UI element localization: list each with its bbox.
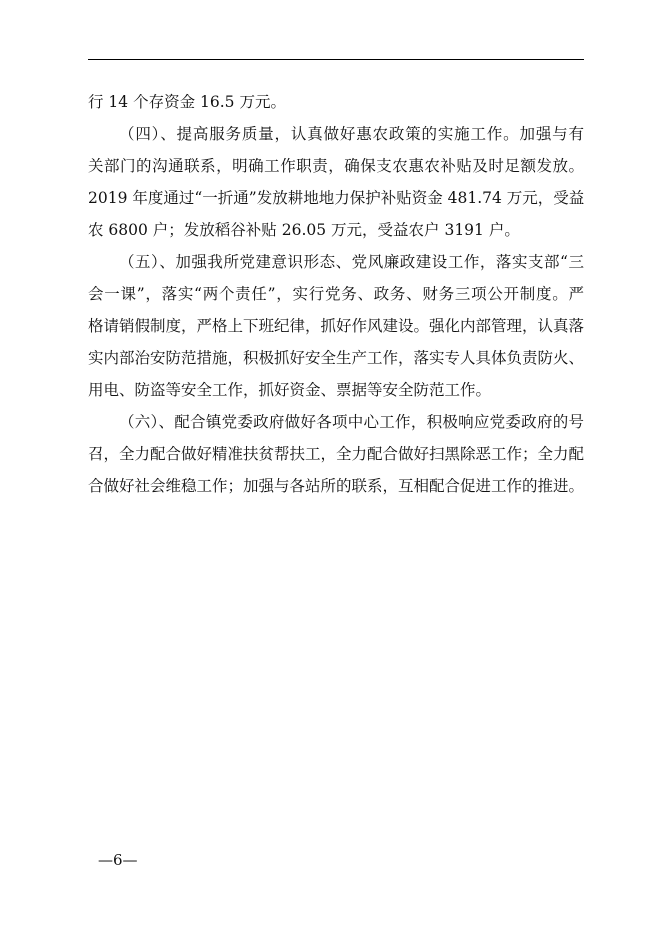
body-text (88, 86, 584, 502)
paragraph-line: 实内部治安防范措施，积极抓好安全生产工作，落实专人具体负责防火、 (88, 349, 585, 367)
paragraph-line: （六）、配合镇党委政府做好各项中心工作，积极响应党委政府的号 (119, 413, 584, 431)
paragraph-line: 格请销假制度，严格上下班纪律，抓好作风建设。强化内部管理，认真落 (88, 317, 585, 335)
paragraph-line: 会一课”，落实“两个责任”，实行党务、政务、财务三项公开制度。严 (88, 285, 584, 303)
paragraph-line: 用电、防盗等安全工作，抓好资金、票据等安全防范工作。 (88, 381, 492, 399)
paragraph-line: 2019 年度通过“一折通”发放耕地地力保护补贴资金 481.74 万元，受益 (88, 189, 585, 207)
paragraph-line: 行 14 个存资金 16.5 万元。 (88, 93, 286, 111)
page-number: —6— (98, 851, 138, 869)
paragraph-line: 关部门的沟通联系，明确工作职责，确保支农惠农补贴及时足额发放。 (88, 157, 584, 175)
paragraph-line: （五）、加强我所党建意识形态、党风廉政建设工作，落实支部“三 (119, 253, 584, 271)
paragraph-line: 合做好社会维稳工作；加强与各站所的联系，互相配合促进工作的推进。 (88, 477, 585, 495)
paragraph-line: 农 6800 户；发放稻谷补贴 26.05 万元，受益农户 3191 户。 (88, 221, 520, 239)
header-rule (88, 59, 584, 60)
paragraph-line: （四）、提高服务质量，认真做好惠农政策的实施工作。加强与有 (119, 125, 584, 143)
paragraph-line: 召，全力配合做好精准扶贫帮扶工，全力配合做好扫黑除恶工作；全力配 (88, 445, 585, 463)
